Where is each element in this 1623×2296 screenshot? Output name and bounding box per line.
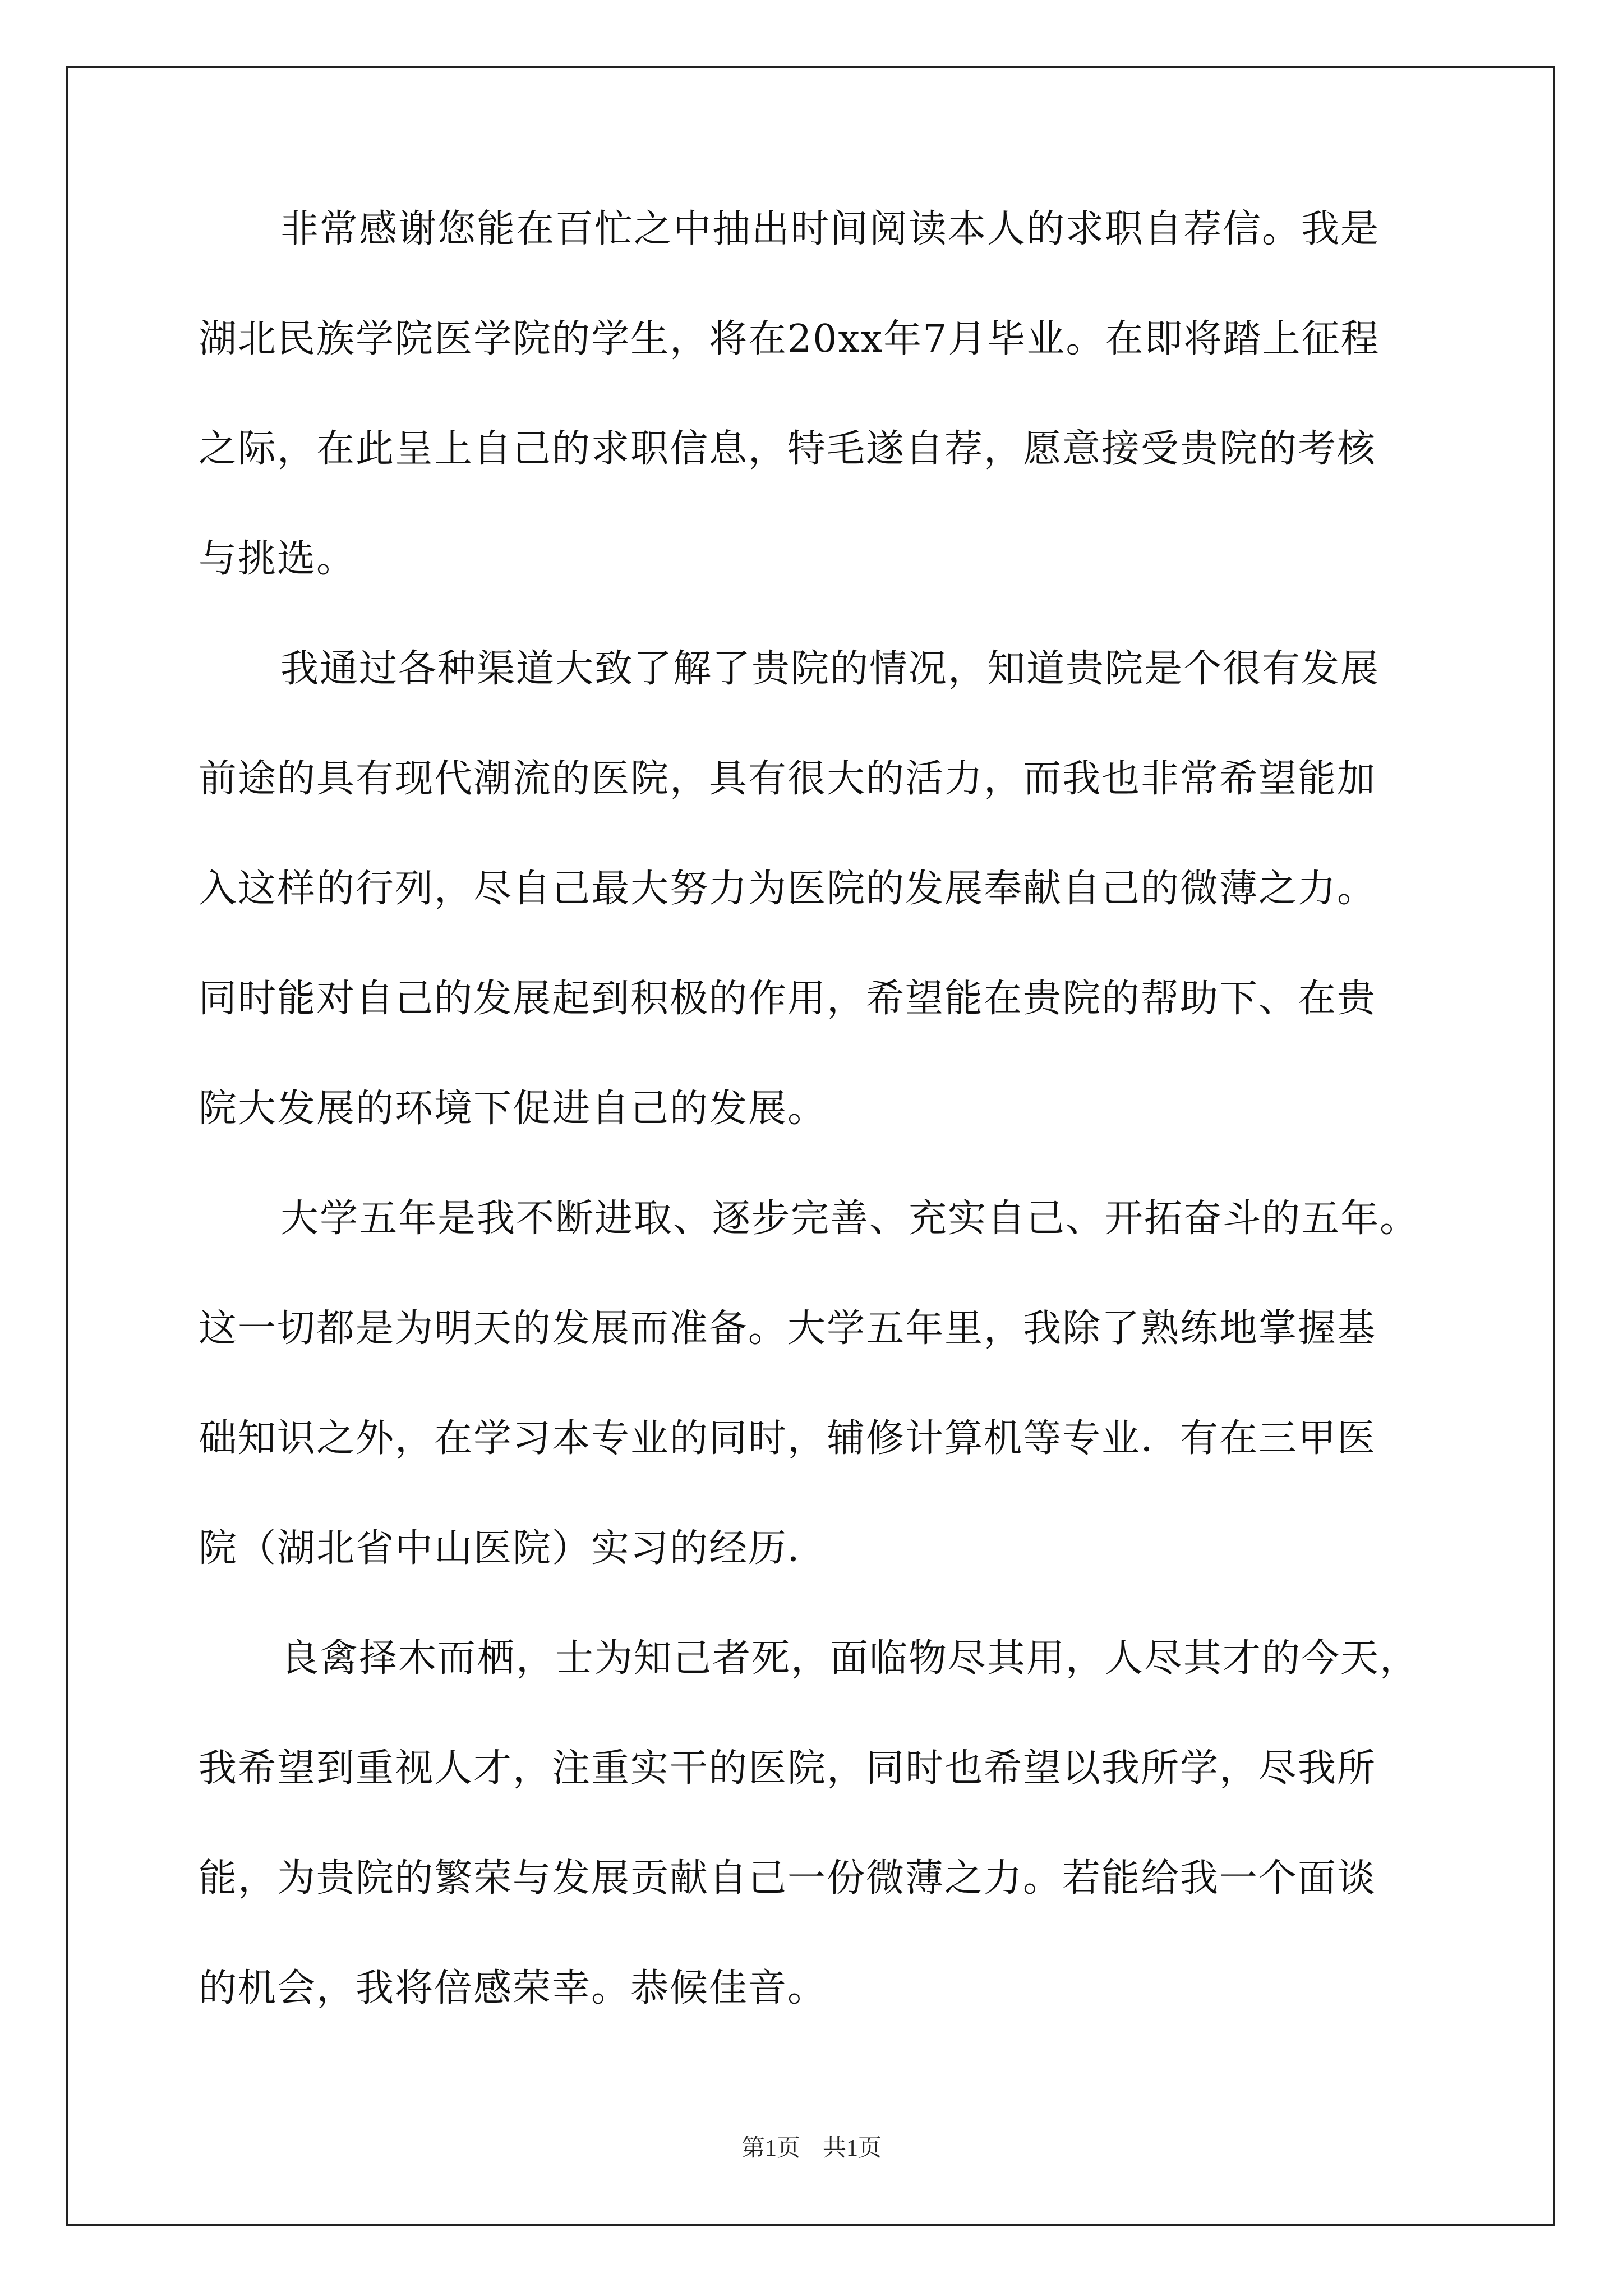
paragraph-4-line-1: 良禽择木而栖，士为知己者死，面临物尽其用，人尽其才的今天， xyxy=(280,1636,1419,1681)
paragraph-3-line-4: 院（湖北省中山医院）实习的经历． xyxy=(199,1526,827,1571)
paragraph-2-line-4: 同时能对自己的发展起到积极的作用，希望能在贵院的帮助下、在贵 xyxy=(199,977,1377,1021)
paragraph-2-line-3: 入这样的行列，尽自己最大努力为医院的发展奉献自己的微薄之力。 xyxy=(199,867,1377,911)
paragraph-3-line-1: 大学五年是我不断进取、逐步完善、充实自己、开拓奋斗的五年。 xyxy=(280,1197,1419,1241)
paragraph-4-line-2: 我希望到重视人才，注重实干的医院，同时也希望以我所学，尽我所 xyxy=(199,1746,1377,1791)
paragraph-1-line-2: 湖北民族学院医学院的学生，将在20xx年7月毕业。在即将踏上征程 xyxy=(199,317,1380,361)
paragraph-4-line-4: 的机会，我将倍感荣幸。恭候佳音。 xyxy=(199,1966,827,2010)
paragraph-4-line-3: 能，为贵院的繁荣与发展贡献自己一份微薄之力。若能给我一个面谈 xyxy=(199,1856,1377,1901)
page-number-total: 共1页 xyxy=(823,2136,882,2161)
paragraph-2-line-1: 我通过各种渠道大致了解了贵院的情况，知道贵院是个很有发展 xyxy=(280,647,1380,691)
page-number-current: 第1页 xyxy=(741,2136,800,2161)
paragraph-3-line-3: 础知识之外，在学习本专业的同时，辅修计算机等专业．有在三甲医 xyxy=(199,1416,1377,1461)
page-footer xyxy=(0,2132,1623,2165)
paragraph-1-line-3: 之际，在此呈上自己的求职信息，特毛遂自荐，愿意接受贵院的考核 xyxy=(199,427,1377,471)
paragraph-1-line-1: 非常感谢您能在百忙之中抽出时间阅读本人的求职自荐信。我是 xyxy=(280,207,1380,251)
paragraph-2-line-2: 前途的具有现代潮流的医院，具有很大的活力，而我也非常希望能加 xyxy=(199,757,1377,801)
paragraph-2-line-5: 院大发展的环境下促进自己的发展。 xyxy=(199,1087,827,1131)
paragraph-3-line-2: 这一切都是为明天的发展而准备。大学五年里，我除了熟练地掌握基 xyxy=(199,1306,1377,1351)
paragraph-1-line-4: 与挑选。 xyxy=(199,537,356,581)
letter-body xyxy=(199,202,1428,2016)
